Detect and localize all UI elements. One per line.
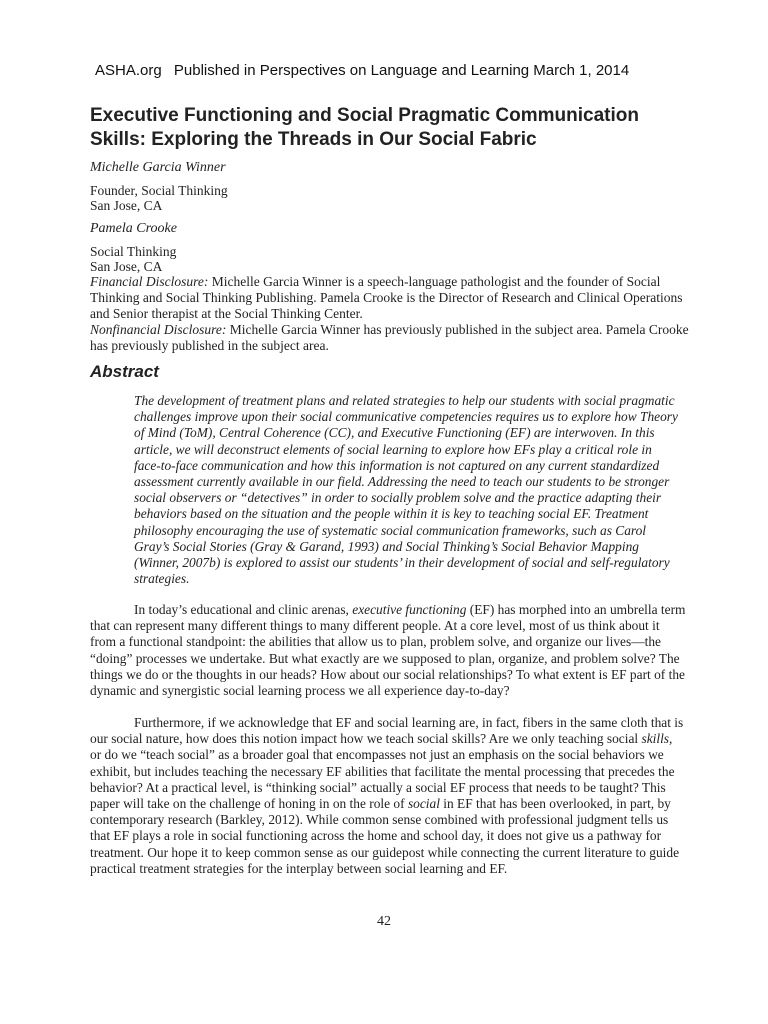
affiliation-line: San Jose, CA <box>90 259 163 274</box>
article-title-line-1: Executive Functioning and Social Pragmatic Communication <box>90 105 639 126</box>
paragraph-text: (EF) has morphed into an umbrella term that can represent many different things to many different people. At a core level, most of us think about it from a functional standpoint: the abilities that allow us to plan, problem solve, and organize our lives—the “doing” processes we undertake. But what exactly are we supposed to plan, organize, and problem solve? The things we do or the thoughts in our heads? How about our social relationships? To what extent is EF part of the dynamic and synergistic social learning process we all experience day-to-day? <box>90 602 686 699</box>
nonfinancial-disclosure-label: Nonfinancial Disclosure: <box>90 322 227 337</box>
affiliation-line: Founder, Social Thinking <box>90 183 228 198</box>
running-header <box>95 62 629 79</box>
emphasis-text: social <box>407 796 440 812</box>
nonfinancial-disclosure <box>90 322 690 354</box>
body-paragraph-1 <box>90 602 686 699</box>
article-title-line-2: Skills: Exploring the Threads in Our Social Fabric <box>90 129 537 150</box>
paragraph-text: In today’s educational and clinic arenas, <box>134 602 353 617</box>
financial-disclosure-label: Financial Disclosure: <box>90 274 209 289</box>
abstract-heading: Abstract <box>90 362 159 381</box>
nonfinancial-disclosure-text: Michelle Garcia Winner has previously published in the subject area. Pamela Crooke has previously published in the subject area. <box>90 322 689 353</box>
author-affiliation <box>90 244 176 274</box>
abstract-text: The development of treatment plans and related strategies to help our students with social pragmatic challenges improve upon their social communicative competencies requires us to explore how Theory of Mind (ToM), Central Coherence (CC), and Executive Functioning (EF) are interwoven. In this article, we will deconstruct elements of social learning to explore how EFs play a critical role in face-to-face communication and how this information is not captured on any current standardized assessment currently available in our field. Addressing the need to teach our students to be stronger social observers or “detectives” in order to socially problem solve and the practice adapting their behaviors based on the situation and the people within it is key to teaching social EF. Treatment philosophy encouraging the use of systematic social communication frameworks, such as Carol Gray’s Social Stories (Gray & Garand, 1993) and Social Thinking’s Social Behavior Mapping (Winner, 2007b) is explored to assist our students’ in their development of social and self-regulatory strategies. <box>134 393 678 587</box>
author-name: Michelle Garcia Winner <box>90 160 226 175</box>
emphasis-text: skills <box>641 731 670 747</box>
affiliation-line: Social Thinking <box>90 244 177 259</box>
paragraph-text: in EF that has been overlooked, in part, by contemporary research (Barkley, 2012). While common sense combined with professional judgment tells us that EF plays a role in social functioning across the home and school day, it does not give us a pathway for treatment. Our hope it to keep common sense as our guidepost while connecting the current literature to guide practical treatment strategies for the interplay between social learning and EF. <box>90 796 680 876</box>
disclosures <box>90 274 690 354</box>
financial-disclosure-text: Michelle Garcia Winner is a speech-language pathologist and the founder of Social Thinking and Social Thinking Publishing. Pamela Crooke is the Director of Research and Clinical Operations and Senior therapist at the Social Thinking Center. <box>90 274 683 321</box>
financial-disclosure <box>90 274 690 322</box>
page-number: 42 <box>377 914 391 929</box>
article-title <box>90 104 690 152</box>
header-publication: Published in Perspectives on Language and Learning March 1, 2014 <box>173 62 630 79</box>
emphasis-text: executive functioning <box>352 602 467 617</box>
paragraph-text: , or do we “teach social” as a broader goal that encompasses not just an emphasis on the social behaviors we exhibit, but includes teaching the necessary EF abilities that facilitate the mental processing that precedes the behavior? At a practical level, is “thinking social” actually a social EF process that needs to be taught? This paper will take on the challenge of honing in on the role of <box>90 731 675 812</box>
body-paragraph-2 <box>90 715 686 877</box>
header-site: ASHA.org <box>95 62 162 79</box>
affiliation-line: San Jose, CA <box>90 198 163 213</box>
paragraph-text: Furthermore, if we acknowledge that EF and social learning are, in fact, fibers in the same cloth that is our social nature, how does this notion impact how we teach social skills? Are we only teaching social <box>90 715 684 747</box>
author-name: Pamela Crooke <box>90 221 177 236</box>
author-affiliation <box>90 183 228 213</box>
